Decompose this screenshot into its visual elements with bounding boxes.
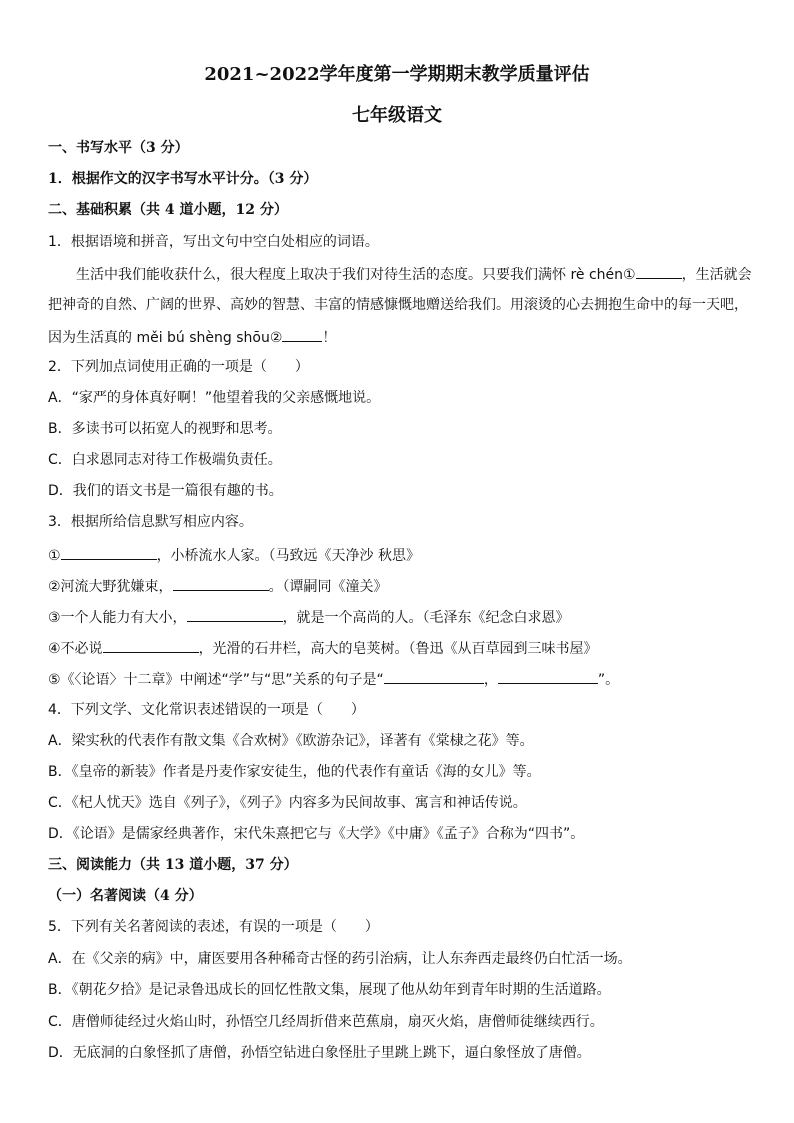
exam-subtitle: 七年级语文 xyxy=(352,105,442,126)
recitation-item-5 xyxy=(48,669,760,689)
passage-line-1 xyxy=(76,264,760,284)
question-3-prompt: 3．根据所给信息默写相应内容。 xyxy=(48,514,253,530)
item-text: ②河流大野犹嫌束， xyxy=(48,579,173,595)
question-4-option-d[interactable]: D．《论语》是儒家经典著作，宋代朱熹把它与《大学》《中庸》《孟子》合称为“四书”。 xyxy=(48,826,585,842)
answer-blank[interactable] xyxy=(61,545,157,560)
answer-blank[interactable] xyxy=(173,576,269,591)
passage-line-2: 把神奇的自然、广阔的世界、高妙的智慧、丰富的情感慷慨地赠送给我们。用滚烫的心去拥抱生命中的每一天吧， xyxy=(48,297,748,313)
passage-line-3 xyxy=(48,327,760,347)
recitation-item-4 xyxy=(48,638,760,658)
recitation-item-2 xyxy=(48,576,760,596)
question-4-prompt: 4．下列文学、文化常识表述错误的一项是（ ） xyxy=(48,702,365,718)
question-2-option-c[interactable]: C．白求恩同志对待工作极端负责任。 xyxy=(48,452,282,468)
question-5-option-d[interactable]: D．无底洞的白象怪抓了唐僧，孙悟空钻进白象怪肚子里跳上跳下，逼白象怪放了唐僧。 xyxy=(48,1045,591,1061)
item-text: ，就是一个高尚的人。（毛泽东《纪念白求恩》 xyxy=(282,610,570,626)
question-4-option-c[interactable]: C．《杞人忧天》选自《列子》，《列子》内容多为民间故事、寓言和神话传说。 xyxy=(48,795,527,811)
question-1-prompt: 1．根据语境和拼音，写出文句中空白处相应的词语。 xyxy=(48,234,379,250)
section-1-heading: 一、书写水平（3 分） xyxy=(48,140,189,156)
question-5-option-b[interactable]: B．《朝花夕拾》是记录鲁迅成长的回忆性散文集，展现了他从幼年到青年时期的生活道路。 xyxy=(48,982,611,998)
question-2-option-b[interactable]: B．多读书可以拓宽人的视野和思考。 xyxy=(48,421,282,437)
answer-blank[interactable] xyxy=(498,669,598,684)
item-text: ，光滑的石井栏，高大的皂荚树。（鲁迅《从百草园到三味书屋》 xyxy=(198,641,598,657)
answer-blank[interactable] xyxy=(636,264,682,279)
item-text: ， xyxy=(483,672,498,688)
subsection-reading-heading: （一）名著阅读（4 分） xyxy=(48,888,203,904)
passage-text: ，生活就会 xyxy=(681,267,752,283)
exam-title: 2021~2022学年度第一学期期末教学质量评估 xyxy=(204,64,590,85)
question-5-option-a[interactable]: A．在《父亲的病》中，庸医要用各种稀奇古怪的药引治病，让人东奔西走最终仍白忙活一场。 xyxy=(48,951,632,967)
item-text: ⑤《〈论语〉十二章》中阐述“学”与“思”关系的句子是“ xyxy=(48,672,384,688)
item-text: ③一个人能力有大小， xyxy=(48,610,187,626)
question-2-prompt: 2．下列加点词使用正确的一项是（ ） xyxy=(48,359,309,375)
question-2-option-a[interactable]: A．“家严的身体真好啊！”他望着我的父亲感慨地说。 xyxy=(48,390,381,406)
passage-text: 因为生活真的 měi bú shèng shōu xyxy=(48,330,270,346)
question-1-writing: 1．根据作文的汉字书写水平计分。（3 分） xyxy=(48,171,318,187)
item-text: ”。 xyxy=(597,672,620,688)
answer-blank[interactable] xyxy=(282,327,322,342)
recitation-item-3 xyxy=(48,607,760,627)
blank-marker: ① xyxy=(623,267,636,283)
question-5-prompt: 5．下列有关名著阅读的表述，有误的一项是（ ） xyxy=(48,919,379,935)
item-text: 。（谭嗣同《潼关》 xyxy=(268,579,388,595)
question-2-option-d[interactable]: D．我们的语文书是一篇很有趣的书。 xyxy=(48,483,283,499)
answer-blank[interactable] xyxy=(187,607,283,622)
passage-text: 生活中我们能收获什么，很大程度上取决于我们对待生活的态度。只要我们满怀 rè chén xyxy=(76,267,624,283)
answer-blank[interactable] xyxy=(103,638,199,653)
item-text: ④不必说 xyxy=(48,641,103,657)
passage-text: ！ xyxy=(322,330,337,346)
question-4-option-a[interactable]: A．梁实秋的代表作有散文集《合欢树》《欧游杂记》，译著有《棠棣之花》等。 xyxy=(48,733,534,749)
section-3-heading: 三、阅读能力（共 13 道小题，37 分） xyxy=(48,857,298,873)
answer-blank[interactable] xyxy=(384,669,484,684)
item-marker: ① xyxy=(48,548,61,564)
question-5-option-c[interactable]: C．唐僧师徒经过火焰山时，孙悟空几经周折借来芭蕉扇，扇灭火焰，唐僧师徒继续西行。 xyxy=(48,1014,604,1030)
section-2-heading: 二、基础积累（共 4 道小题，12 分） xyxy=(48,202,288,218)
item-text: ，小桥流水人家。（马致远《天净沙 秋思》 xyxy=(156,548,421,564)
blank-marker: ② xyxy=(269,330,283,346)
question-4-option-b[interactable]: B．《皇帝的新装》作者是丹麦作家安徒生，他的代表作有童话《海的女儿》等。 xyxy=(48,764,541,780)
recitation-item-1 xyxy=(48,545,760,565)
